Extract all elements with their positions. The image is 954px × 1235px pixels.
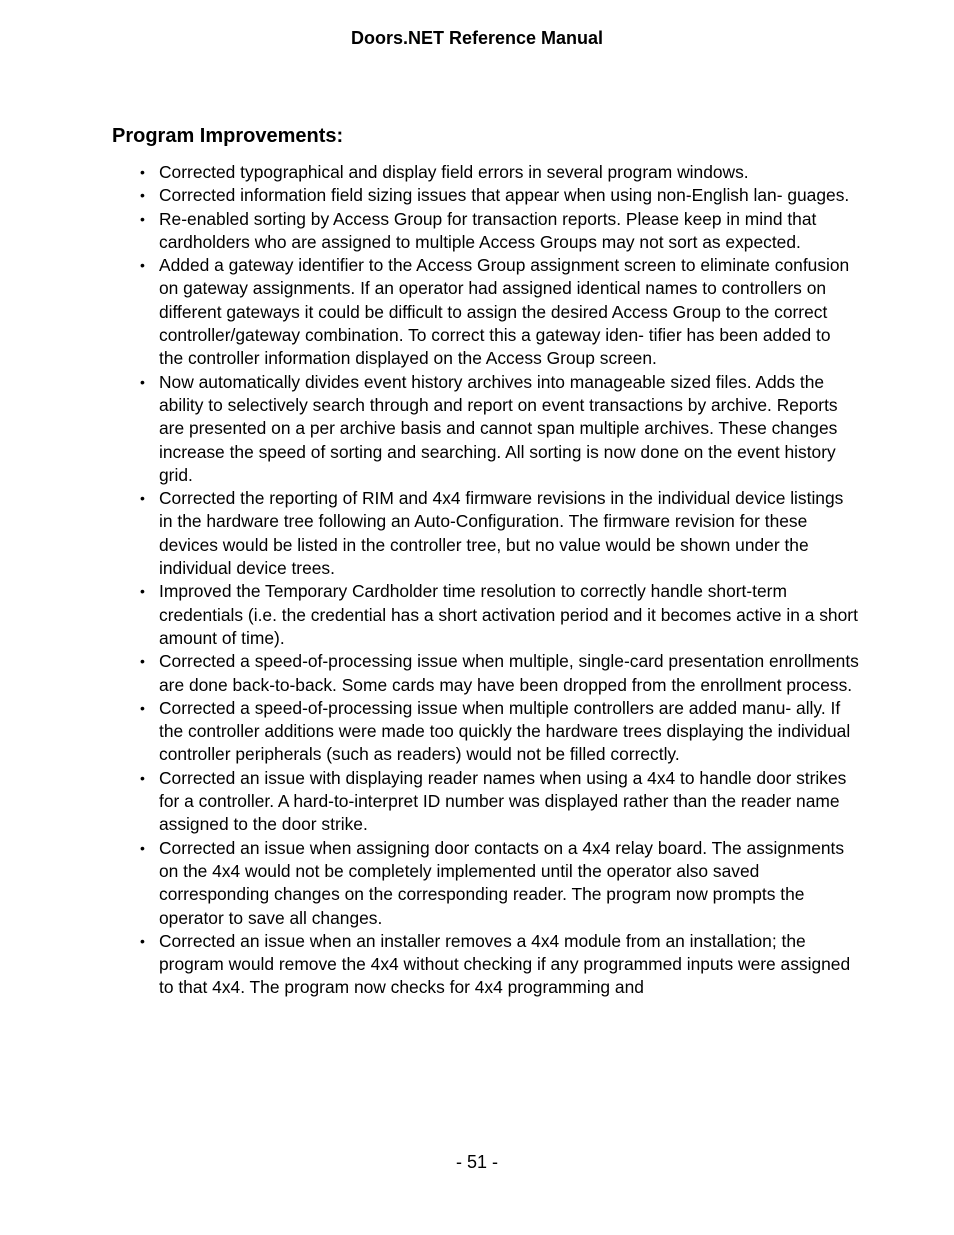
list-item-text: Corrected typographical and display field errors in several program windows. — [159, 162, 749, 182]
list-item — [140, 767, 859, 837]
list-item — [140, 837, 859, 930]
list-item — [140, 371, 859, 487]
list-item-text: Corrected the reporting of RIM and 4x4 firmware revisions in the individual device listings in the hardware tree following an Auto-Configuration. The firmware revision for these devices would be listed in the controller tree, but no value would be shown under the individual device trees. — [159, 488, 844, 579]
list-item-text: Corrected a speed-of-processing issue when multiple, single-card presentation enrollments are done back-to-back. Some cards may have been dropped from the enrollment process. — [159, 651, 859, 695]
bullet-icon: • — [140, 699, 145, 716]
list-item-text: Added a gateway identifier to the Access Group assignment screen to eliminate confusion on gateway assignments. If an operator had assigned identical names to controllers on different gateways it could be difficult to assign the desired Access Group to the correct controller/gateway combination. To correct this a gateway iden- tifier has been added to the controller information displayed on the Access Group screen. — [159, 255, 850, 369]
list-item-text: Corrected information field sizing issues that appear when using non-English lan- guages. — [159, 185, 850, 206]
bullet-icon: • — [140, 210, 145, 227]
bullet-icon: • — [140, 653, 145, 670]
bullet-icon: • — [140, 187, 145, 204]
page-number: - 51 - — [455, 1152, 498, 1172]
list-item — [140, 184, 859, 207]
bullet-icon: • — [140, 257, 145, 274]
list-item — [140, 254, 859, 370]
bullet-icon: • — [140, 373, 145, 390]
list-item — [140, 208, 859, 255]
bullet-icon: • — [140, 583, 145, 600]
page-header-title: Doors.NET Reference Manual — [350, 28, 604, 48]
list-item-text: Corrected an issue with displaying reader names when using a 4x4 to handle door strikes for a controller. A hard-to-interpret ID number was displayed rather than the reader name assigned to the door strike. — [159, 767, 847, 835]
improvements-list — [140, 161, 859, 1000]
list-item — [140, 580, 859, 650]
list-item — [140, 650, 859, 697]
list-item-text: Corrected an issue when assigning door contacts on a 4x4 relay board. The assignments on the 4x4 would not be completely implemented until the operator also saved corresponding changes on the corresponding reader. The program now prompts the operator to save all changes. — [159, 837, 845, 928]
list-item-text: Re-enabled sorting by Access Group for transaction reports. Please keep in mind that cardholders who are assigned to multiple Access Groups may not sort as expected. — [159, 208, 817, 252]
bullet-icon: • — [140, 490, 145, 507]
list-item-text: Corrected an issue when an installer removes a 4x4 module from an installation; the program would remove the 4x4 without checking if any programmed inputs were assigned to that 4x4. The program now checks for 4x4 programming and — [159, 930, 851, 998]
list-item — [140, 161, 859, 184]
list-item — [140, 487, 859, 580]
list-item — [140, 697, 859, 767]
list-item-text: Improved the Temporary Cardholder time resolution to correctly handle short-term credentials (i.e. the credential has a short activation period and it becomes active in a short amount of time). — [159, 581, 858, 648]
section-heading: Program Improvements: — [112, 125, 344, 147]
bullet-icon: • — [140, 164, 145, 180]
bullet-icon: • — [140, 769, 145, 786]
bullet-icon: • — [140, 839, 145, 856]
list-item — [140, 930, 859, 1000]
list-item-text: Corrected a speed-of-processing issue when multiple controllers are added manu- ally. If the controller additions were made too quickly the hardware trees displaying the individual controller peripherals (such as readers) would not be filled correctly. — [159, 697, 851, 765]
bullet-icon: • — [140, 932, 145, 949]
list-item-text: Now automatically divides event history archives into manageable sized files. Adds the ability to selectively search through and report on event transactions by archive. Reports are presented on a per archive basis and cannot span multiple archives. These changes increase the speed of sorting and searching. All sorting is now done on the event history grid. — [159, 371, 838, 485]
